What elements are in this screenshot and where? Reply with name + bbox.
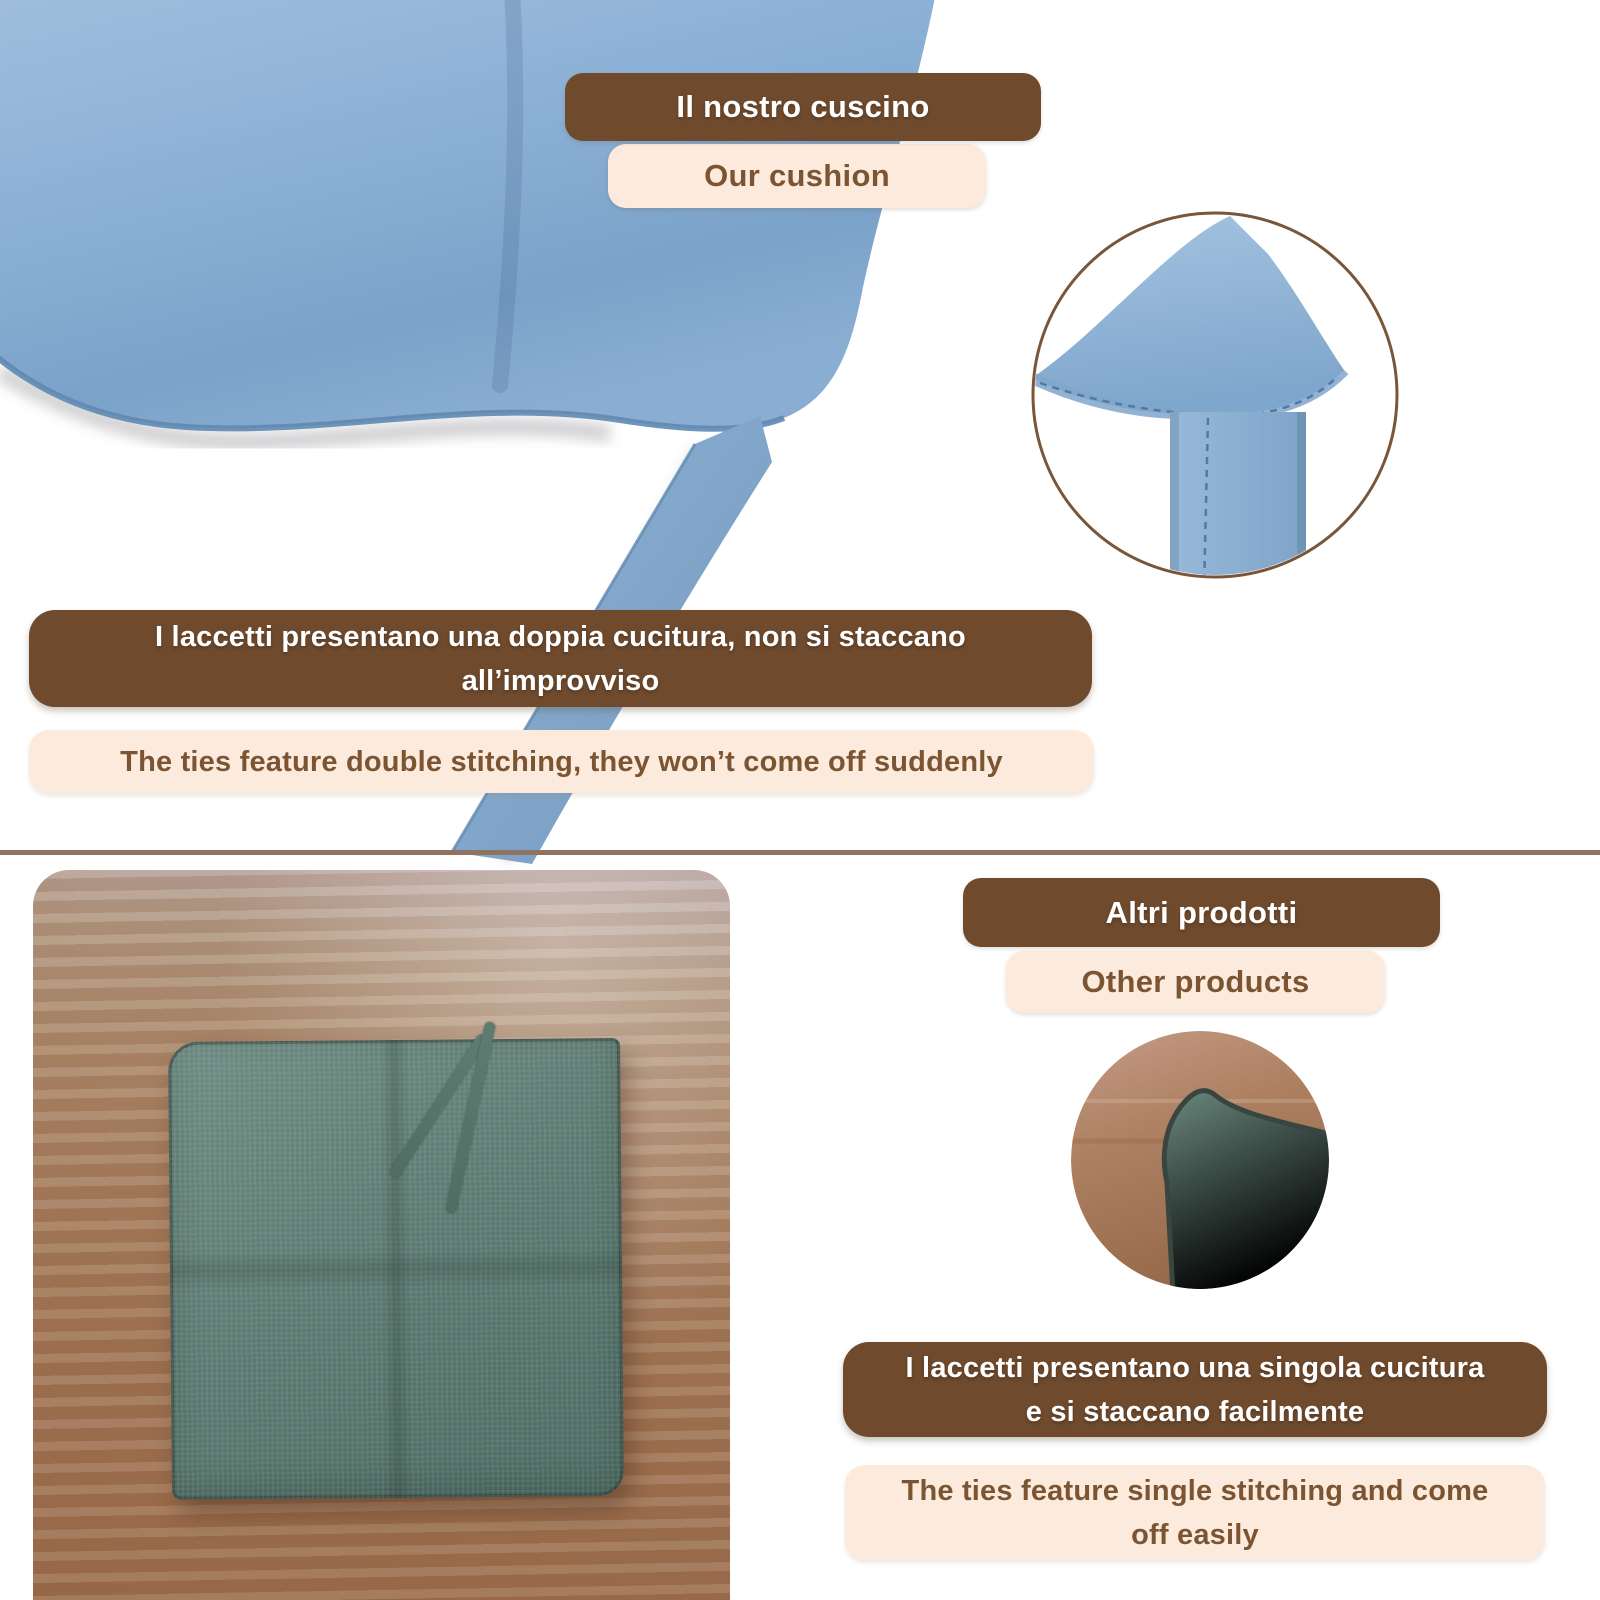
banner-single-stitch-it-line1: I laccetti presentano una singola cucitura	[905, 1351, 1485, 1384]
banner-single-stitch-en-line2: off easily	[1131, 1518, 1259, 1551]
label-other-products-en-text: Other products	[1081, 964, 1310, 999]
banner-single-stitch-en	[845, 1465, 1545, 1560]
banner-double-stitch-it-line2: all’improvviso	[461, 664, 660, 697]
other-tie-detail-inset	[1071, 1031, 1329, 1289]
other-cushion-photo	[33, 870, 730, 1600]
label-other-products-it-text: Altri prodotti	[1105, 894, 1298, 930]
banner-single-stitch-it-line2: e si staccano facilmente	[1025, 1395, 1365, 1428]
green-cushion-seams	[168, 1038, 624, 1500]
label-our-cushion-it-text: Il nostro cuscino	[676, 89, 930, 124]
banner-single-stitch-en-line1: The ties feature single stitching and come	[901, 1474, 1489, 1507]
section-divider	[0, 850, 1600, 855]
label-our-cushion-en	[608, 144, 986, 208]
label-other-products-en	[1006, 951, 1385, 1013]
banner-double-stitch-it-line1: I laccetti presentano una doppia cucitura, non si staccano	[155, 620, 966, 653]
cushion-body	[0, 0, 936, 429]
label-other-products-it	[963, 878, 1440, 947]
green-cushion	[168, 1038, 624, 1500]
inset-strap-left-edge	[1170, 412, 1179, 590]
label-our-cushion-it	[565, 73, 1041, 141]
tie-detail-inset	[1020, 200, 1410, 590]
banner-double-stitch-it	[29, 610, 1092, 707]
label-our-cushion-en-text: Our cushion	[704, 158, 890, 193]
inset-strap-right-edge	[1297, 412, 1306, 590]
banner-double-stitch-en	[29, 730, 1094, 793]
banner-single-stitch-it	[843, 1342, 1547, 1437]
banner-double-stitch-en-text: The ties feature double stitching, they won’t come off suddenly	[120, 745, 1003, 778]
